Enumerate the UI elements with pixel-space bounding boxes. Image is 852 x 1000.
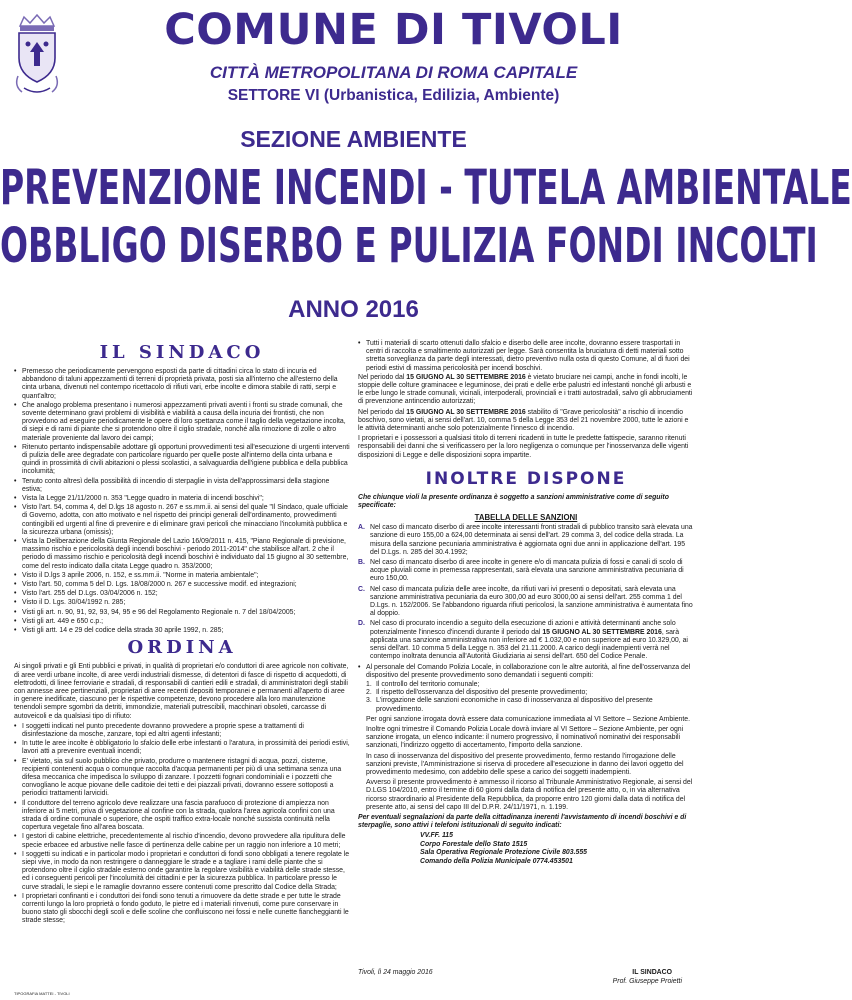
sanction-item <box>358 620 694 661</box>
premise-item: • Visto il D.lgs 3 aprile 2006, n. 152, e ss.mm.ii. "Norme in materia ambientale"; <box>14 572 350 580</box>
section-title: SEZIONE AMBIENTE <box>240 126 467 152</box>
sanction-item <box>358 559 694 584</box>
premises-list <box>14 368 350 635</box>
order-heading: ORDINA <box>127 637 237 659</box>
police-duties-item: • Al personale del Comando Polizia Locale, in collaborazione con le altre autorità, al fine dell'osservanza del dispositivo del presente provvedimento sono demandati i seguenti compiti: <box>358 664 694 680</box>
date-range: 15 GIUGNO AL 30 SETTEMBRE 2016 <box>542 628 662 636</box>
order-item: • Il conduttore del terreno agricolo deve realizzare una fascia parafuoco di protezione di ampiezza non inferiore ai 5 metri, priva di vegetazione al confine con la strada, qualora l'area agricola confini con una strada di ordine comunale o superiore, che ospiti traffico extra-locale nonché sussista continuità nella copertura vegetale fino all'area boscata. <box>14 800 350 833</box>
contacts-block <box>420 832 694 866</box>
tasks-list <box>358 681 694 714</box>
premise-item: • Visto l'art. 54, comma 4, del D.lgs 18 agosto n. 267 e ss.mm.ii. ai sensi del quale "Il Sindaco, quale ufficiale di Governo, adotta, con atto motivato e nel rispetto dei principi generali dell'ordinamento, provvedimenti contingibili ed urgenti al fine di prevenire e di eliminare gravi pericoli che minacciano l'incolumità pubblica e la sicurezza urbana (omissis); <box>14 504 350 537</box>
waste-disposal-item: • Tutti i materiali di scarto ottenuti dallo sfalcio e diserbo delle aree incolte, dovranno essere trasportati in centri di raccolta e smaltimento autorizzati per legge. Sarà consentita la bruciatura di detti materiali sotto stretta sorveglianza da parte degli interessati, dietro preventivo nulla osta di questo Comune, al di fuori dei periodi estivi di massima pericolosità per incendi boschivi. <box>358 340 694 373</box>
sanction-text: Nel caso di mancato diserbo di aree incolte in genere e/o di mancata pulizia di fossi e canali di scolo di acque pluviali come in premessa rappresentati, sarà elevata una sanzione amministrativa pecuniaria di euro 150,00. <box>370 559 684 583</box>
task-text: Il rispetto dell'osservanza del dispositivo del presente provvedimento; <box>376 689 588 697</box>
premise-item: • Visti gli artt. 14 e 29 del codice della strada 30 aprile 1992, n. 285; <box>14 627 350 635</box>
sanctions-table-title: TABELLA DELLE SANZIONI <box>474 513 578 523</box>
task-text: Il controllo del territorio comunale; <box>376 680 480 688</box>
order-item: • In tutte le aree incolte è obbligatorio lo sfalcio delle erbe infestanti o l'aratura, in prossimità dei periodi estivi, lavori atti a prevenire eventuali incendi; <box>14 740 350 756</box>
signer-name: Prof. Giuseppe Proietti <box>612 978 682 985</box>
date-range: 15 GIUGNO AL 30 SETTEMBRE 2016 <box>406 408 526 416</box>
text-span: è vietato bruciare nei campi, anche in fondi incolti, le stoppie delle colture graminacee e leguminose, dei prati e delle erbe palustri ed infestanti nonché gli arbusti e le erbe lungo le strade comunali, vicinali, interpoderali, provinciali e i tratti autostradali, salvo gli abbruciamenti di prevenzione antincendio autorizzati; <box>358 373 693 406</box>
tivoli-coat-of-arms-icon <box>14 14 60 96</box>
right-column <box>358 340 694 866</box>
order-item: • E' vietato, sia sul suolo pubblico che privato, produrre o mantenere ristagni di acqua, pozzi, cisterne, recipienti contenenti acqua o comunque raccolta d'acqua permanenti per più di una settimana senza una difesa meccanica che impedisca lo sviluppo di zanzare. I pozzetti fognari condominiali e i pozzetti che convogliano le acque piovane delle caditoie dei tetti e dei piazzali privati, dovranno essere sottoposti a periodici trattamenti larvicidi. <box>14 758 350 799</box>
sanction-letter: D. <box>358 620 365 628</box>
order-intro: Ai singoli privati e gli Enti pubblici e privati, in qualità di proprietari e/o conduttori di aree agricole non coltivate, di aree verdi urbane incolte, di aree verdi industriali dismesse, di detentori di fasce di rispetto di acquedotti, di elettrodotti, di linee ferroviarie e stradali, di responsabili di cantieri edili e stradali, di amministratori degli stabili con annesse aree pertinenziali, proprietari di aree recenti depositi temporanei e permanenti all'aperto di aree in genere inedificate, ciascuno per le rispettive competenze, devono procedere alla loro manutenzione tenendoli sempre sgombri da detriti, immondizie, materiali putrescibili, macchinari obsoleti, carcasse di autoveicoli e da qualsiasi tipo di rifiuto: <box>14 663 349 720</box>
report-paragraph: Per ogni sanzione irrogata dovrà essere data comunicazione immediata al VI Settore – Sezione Ambiente. <box>366 715 691 723</box>
order-item: • I soggetti indicati nel punto precedente dovranno provvedere a proprie spese a trattamenti di disinfestazione da mosche, zanzare, topi ed altri agenti infestanti; <box>14 723 350 739</box>
premise-item: • Visti gli art. 449 e 650 c.p.; <box>14 618 350 626</box>
sanction-text: Nel caso di mancata pulizia delle aree incolte, da rifiuti vari ivi presenti o depositati, sarà elevata una sanzione amministrativa pecuniaria da euro 300,00 ad euro 3000,00 ai sensi dell'art. 255 comma 1 del D.Lgs. n. 152/2006. Se l'abbandono riguarda rifiuti pericolosi, la sanzione amministrativa è aumentata fino al doppio. <box>370 585 693 618</box>
order-item: • I soggetti su indicati e in particolar modo i proprietari e conduttori di fondi sono obbligati a tenere regolate le siepi vive, in modo da non restringere o danneggiare le strade e a tagliare i rami delle piante che si protendono oltre il ciglio stradale esterno onde garantire la regolare visibilità e viabilità delle strade stesse, ed i conseguenti pericoli per l'incolumità dei cittadini e per la sicurezza pubblica. In particolare presso le curve stradali, le siepi e le ramaglie dovranno essere contenuti come prescritto dal Codice della Strada; <box>14 851 350 892</box>
premise-item: • Visti gli art. n. 90, 91, 92, 93, 94, 95 e 96 del Regolamento Regionale n. 7 del 18/04/2005; <box>14 609 350 617</box>
liability-paragraph: I proprietari e i possessori a qualsiasi titolo di terreni ricadenti in tutte le predette fattispecie, saranno ritenuti responsabili dei danni che si verificassero per la loro negligenza o comunque per l'inosservanza delle vigenti disposizioni di Legge e delle disposizioni sopra impartite. <box>358 435 689 459</box>
task-number: 3. <box>366 697 372 705</box>
contact-line: Comando della Polizia Municipale 0774.453501 <box>420 857 573 865</box>
execution-paragraph: In caso di inosservanza del dispositivo del presente provvedimento, fermo restando l'irrogazione delle sanzioni previste, l'Amministrazione si riserva di procedere all'esecuzione in danno dei lavori oggetto del provvedimento medesimo, con addebito delle spese a carico dei soggetti inadempienti. <box>366 752 684 776</box>
premise-item: • Tenuto conto altresì della possibilità di incendio di sterpaglie in vista dell'approssimarsi della stagione estiva; <box>14 478 350 494</box>
town-name: COMUNE DI TIVOLI <box>164 5 623 55</box>
headline-line-2: OBBLIGO DISERBO E PULIZIA FONDI INCOLTI <box>0 217 818 274</box>
task-text: L'irrogazione delle sanzioni economiche in caso di inosservanza al dispositivo del presente provvedimento. <box>376 697 653 713</box>
metropolitan-city: CITTÀ METROPOLITANA DI ROMA CAPITALE <box>209 63 578 82</box>
sanction-letter: B. <box>358 559 365 567</box>
task-number: 2. <box>366 689 372 697</box>
premise-item: • Che analogo problema presentano i numerosi appezzamenti privati aventi i fronti su strade comunali, che sovente determinano gravi problemi di visibilità e viabilità a causa della incuria dei frontisti, che non provvedono ad eseguire periodicamente le opere di loro spettanza come il taglio della vegetazione incolta, di siepi e di rami di piante che si protendono oltre il ciglio stradale, nonché alla rimozione di zolle o altro materiale proveniente dal lavoro dei campi; <box>14 402 350 443</box>
left-column <box>14 340 350 927</box>
order-item: • I gestori di cabine elettriche, precedentemente al rischio d'incendio, devono provvedere alla ripulitura delle specie erbacee ed arbustive nelle fasce di pertinenza delle cabine per un raggio non inferiore a 10 metri; <box>14 833 350 849</box>
premise-item: • Visto l'art. 255 del D.Lgs. 03/04/2006 n. 152; <box>14 590 350 598</box>
premise-item: • Visto il D. Lgs. 30/04/1992 n. 285; <box>14 599 350 607</box>
task-item <box>358 697 694 713</box>
reports-paragraph: Per eventuali segnalazioni da parte della cittadinanza inerenti l'avvistamento di incendi boschivi e di sterpaglie, sono attivi i telefoni istituzionali di seguito indicati: <box>358 813 687 830</box>
sanction-text: , sarà applicata una sanzione amministrativa non inferiore ad € 1.032,00 e non superiore ad euro 10.329,00, ai sensi dell'art. 10 comma 5 della Legge n. 353 del 21.11.2000. A carico degli inadempienti verrà nel contempo inoltrata denuncia all'Autorità Giudiziaria ai sensi dell'art. 650 del Codice Penale. <box>370 628 688 661</box>
sanctions-list <box>358 524 694 661</box>
sanction-text: Nel caso di mancato diserbo di aree incolte interessanti fronti stradali di pubblico transito sarà elevata una sanzione di euro 155,00 a 624,00 determinata ai sensi dell'art. 29 comma 3, del codice della strada. La misura della sanzione pecuniaria amministrativa è aggiornata ogni due anni in applicazione dell'art. 195 del D.Lgs. n. 285 del 30.4.1992; <box>370 524 693 556</box>
order-item: • I proprietari confinanti e i conduttori dei fondi sono tenuti a rimuovere da dette strade e per tutte le strade correnti lungo la loro proprietà o fondo goduto, le pietre ed i materiali rinvenuti, come pure conservare in buono stato gli sbocchi degli scoli e delle scoline che confluiscono nei fossi e nelle cunette fiancheggianti le strade stesse; <box>14 893 350 926</box>
task-item <box>358 689 694 697</box>
dispone-heading: INOLTRE DISPONE <box>425 468 627 489</box>
premise-item: • Premesso che periodicamente pervengono esposti da parte di cittadini circa lo stato di incuria ed abbandono di taluni appezzamenti di terreni di proprietà privata, posti sia all'interno che all'esterno della cinta urbana, divenuti nel contempo ricettacolo di rifiuti vari, erbe incolte e dimora stabile di ratti, serpi e quant'altro; <box>14 368 350 401</box>
contact-line: VV.FF. 115 <box>420 832 453 840</box>
ordinance-date: Tivoli, lì 24 maggio 2016 <box>358 969 433 976</box>
high-risk-paragraph <box>358 409 694 434</box>
sanction-item <box>358 586 694 619</box>
dispone-intro: Che chiunque violi la presente ordinanza è soggetto a sanzioni amministrative come di seguito specificate: <box>358 493 669 510</box>
contact-line: Sala Operativa Regionale Protezione Civile 803.555 <box>420 849 587 857</box>
premise-item: • Visto l'art. 50, comma 5 del D. Lgs. 18/08/2000 n. 267 e successive modif. ed integrazioni; <box>14 581 350 589</box>
burning-ban-paragraph <box>358 374 694 407</box>
orders-list <box>14 723 350 926</box>
quarterly-paragraph: Inoltre ogni trimestre il Comando Polizia Locale dovrà inviare al VI Settore – Sezione Ambiente, per ogni sanzione irrogata, un elenco indicante: il numero progressivo, il nominativo/i nominativi dei responsabili sanzionati, l'indirizzo oggetto di accertamento, l'importo della sanzione. <box>366 725 684 750</box>
text-span: Nel periodo dal <box>358 408 407 416</box>
appeal-paragraph: Avverso il presente provvedimento è ammesso il ricorso al Tribunale Amministrativo Regionale, ai sensi del D.LGS 104/2010, entro il termine di 60 giorni dalla data di notifica del presente atto, o, in via alternativa ricorso straordinario al Presidente della Repubblica, da proporre entro 120 giorni dalla data di notifica del presente atto, ai sensi del capo III del D.P.R. 24/11/1971, n. 1.199. <box>366 779 693 811</box>
headline-line-1: PREVENZIONE INCENDI - TUTELA AMBIENTALE <box>0 159 852 216</box>
sanction-text: Nel caso di procurato incendio a seguito della esecuzione di azioni e attività determinanti anche solo potenzialmente l'innesco d'incendi durante il periodo dal <box>370 620 676 636</box>
premise-item: • Vista la Deliberazione della Giunta Regionale del Lazio 16/09/2011 n. 415, "Piano Regionale di previsione, massimo rischio e pericolosità degli incendi boschivi - periodo 2011-2014" che stabilisce all'art. 2 che il periodo di massimo rischio e pericolosità degli incendi boschivi è individuato dal 15 giugno al 30 settembre, come del resto indicato dalla citata Legge quadro n. 353/2000; <box>14 538 350 571</box>
task-number: 1. <box>366 680 372 688</box>
text-span: stabilito di "Grave pericolosità" a rischio di incendio boschivo, sono vietati, ai sensi dell'art. 10, comma 5 della Legge 353 del 21 novembre 2000, tutte le azioni e le attività determinanti anche solo potenzialmente l'innesco di incendio. <box>358 408 689 433</box>
mayor-heading: IL SINDACO <box>99 342 265 363</box>
premise-item: • Ritenuto pertanto indispensabile adottare gli opportuni provvedimenti tesi all'esecuzione di urgenti interventi di pulizia delle aree degradate con particolare riguardo per quelle poste all'interno della cinta urbana e quindi in prossimità di civili abitazioni o plessi scolastici, a salvaguardia dell'igiene pubblica e della pubblica incolumità; <box>14 444 350 477</box>
premise-item: • Vista la Legge 21/11/2000 n. 353 "Legge quadro in materia di incendi boschivi"; <box>14 495 350 503</box>
contact-line: Corpo Forestale dello Stato 1515 <box>420 840 528 848</box>
date-range: 15 GIUGNO AL 30 SETTEMBRE 2016 <box>406 373 526 381</box>
task-item <box>358 681 694 689</box>
sanction-letter: A. <box>358 524 365 532</box>
sector-line: SETTORE VI (Urbanistica, Edilizia, Ambiente) <box>227 87 560 104</box>
year-title: ANNO 2016 <box>288 296 419 323</box>
sanction-item <box>358 524 694 557</box>
signer-role: IL SINDACO <box>632 969 672 976</box>
text-span: Nel periodo dal <box>358 373 407 381</box>
sanction-letter: C. <box>358 585 365 593</box>
printer-credit: TIPOGRAFIA MATTEI - TIVOLI <box>14 991 70 996</box>
waste-disposal-list <box>358 340 694 373</box>
police-list <box>358 664 694 680</box>
